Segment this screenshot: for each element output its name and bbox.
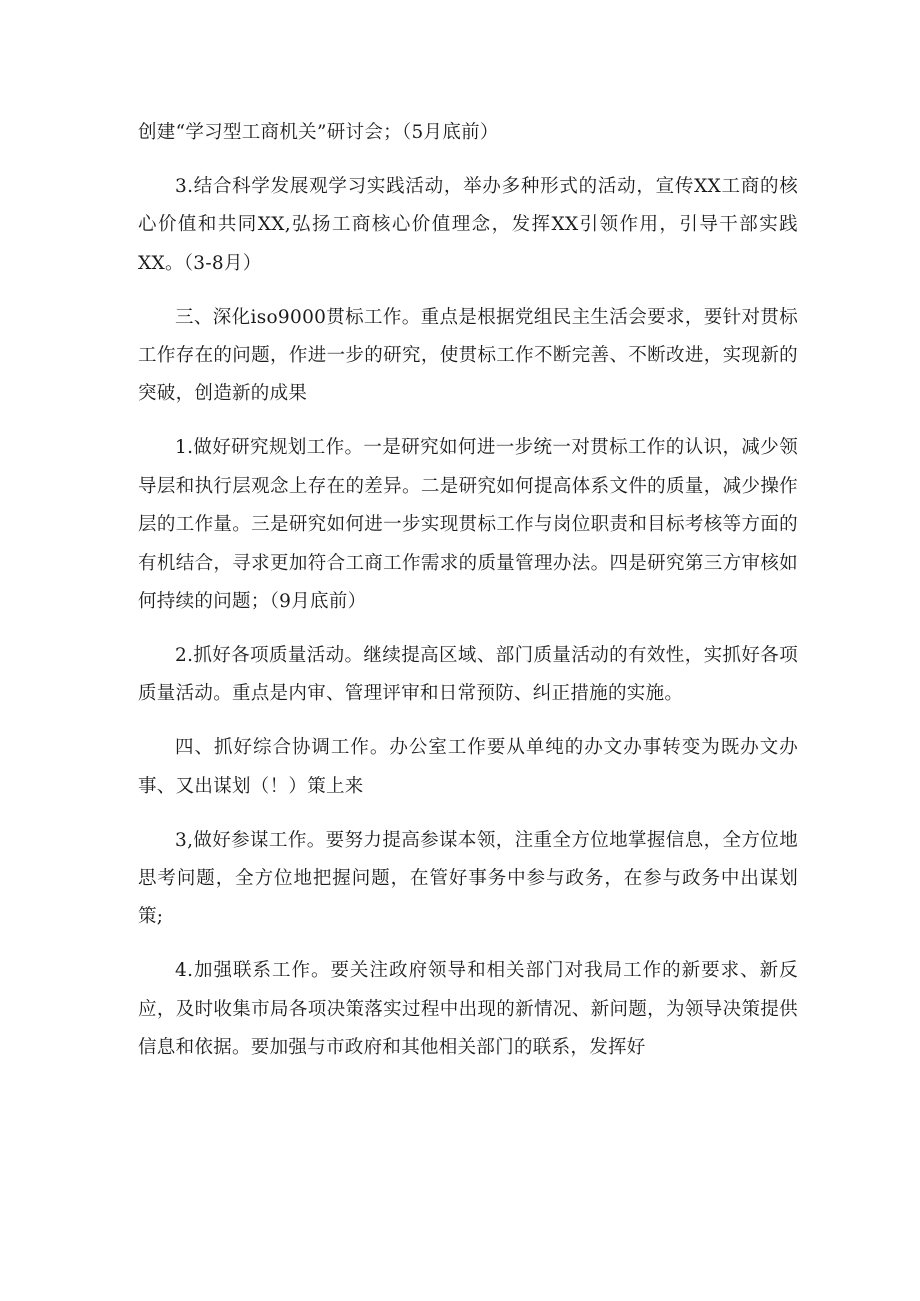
paragraph-section-3-iso9000: 三、深化iso9000贯标工作。重点是根据党组民主生活会要求，要针对贯标工作存在的问题，作进一步的研究，使贯标工作不断完善、不断改进，实现新的突破，创造新的成果: [138, 306, 798, 405]
paragraph-item-3-study-practice: 3.结合科学发展观学习实践活动，举办多种形式的活动，宣传XX工商的核心价值和共同XX,弘扬工商核心价值理念，发挥XX引领作用，引导干部实践XX。（3-8月）: [138, 175, 798, 274]
paragraph-item-2-quality-activities: 2.抓好各项质量活动。继续提高区域、部门质量活动的有效性，实抓好各项质量活动。重点是内审、管理评审和日常预防、纠正措施的实施。: [138, 644, 798, 705]
paragraph-item-1-research-planning: 1.做好研究规划工作。一是研究如何进一步统一对贯标工作的认识，减少领导层和执行层观念上存在的差异。二是研究如何提高体系文件的质量，减少操作层的工作量。三是研究如何进一步实现贯标工作与岗位职责和目标考核等方面的有机结合，寻求更加符合工商工作需求的质量管理办法。四是研究第三方审核如何持续的问题；（9月底前）: [138, 437, 798, 612]
paragraph-section-4-coordination: 四、抓好综合协调工作。办公室工作要从单纯的办文办事转变为既办文办事、又出谋划（！）策上来: [138, 737, 798, 797]
paragraph-item-4-liaison-work: 4.加强联系工作。要关注政府领导和相关部门对我局工作的新要求、新反应，及时收集市局各项决策落实过程中出现的新情况、新问题，为领导决策提供信息和依据。要加强与市政府和其他相关部门的联系，发挥好: [138, 960, 798, 1059]
paragraph-item-3-advisory-work: 3,做好参谋工作。要努力提高参谋本领，注重全方位地掌握信息，全方位地思考问题，全方位地把握问题，在管好事务中参与政务，在参与政务中出谋划策;: [138, 829, 798, 928]
document-body: [138, 114, 798, 1067]
paragraph-continuation: 创建“学习型工商机关”研讨会；（5月底前）: [138, 122, 499, 143]
